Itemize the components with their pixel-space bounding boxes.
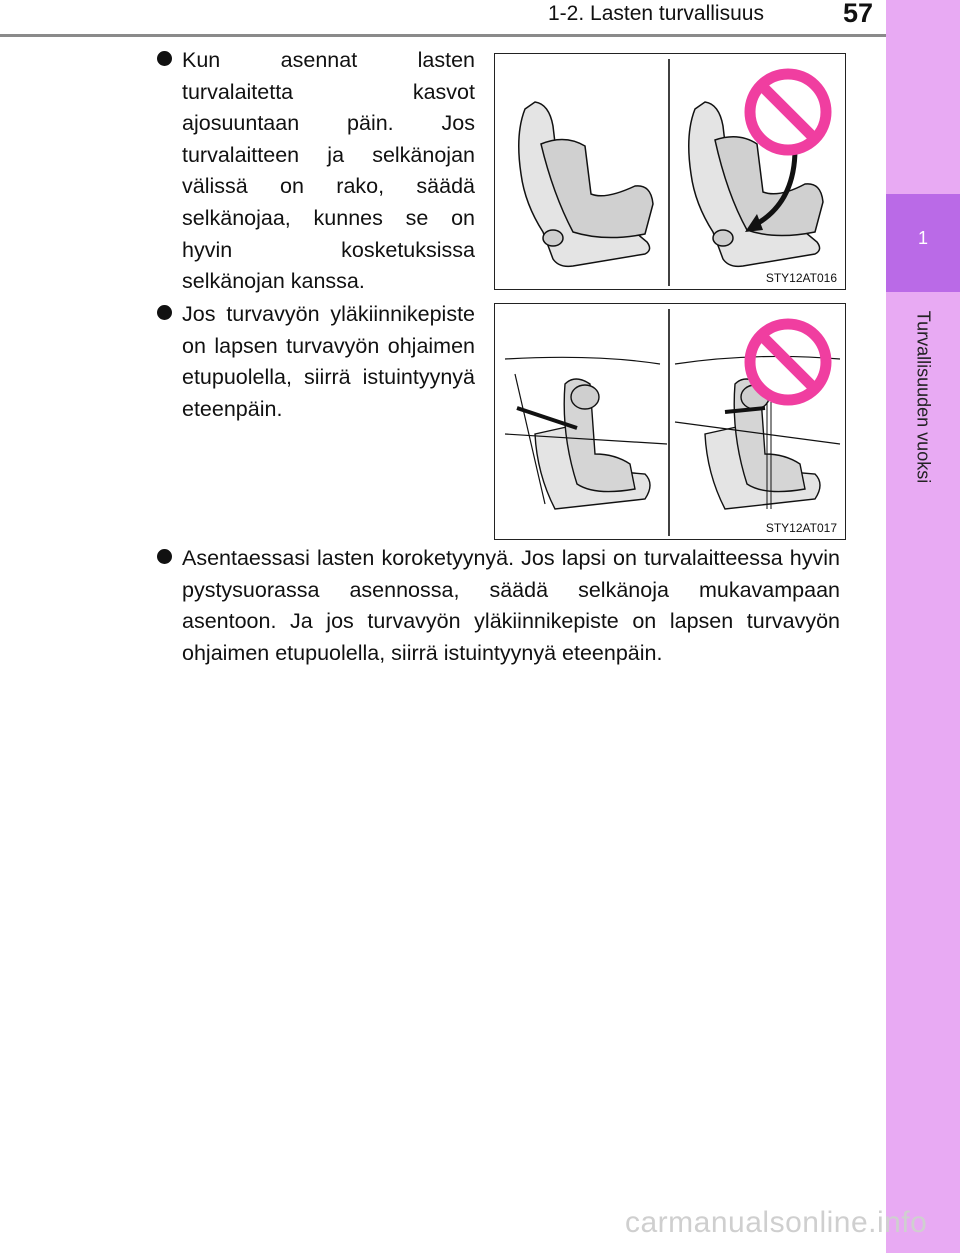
prohibited-icon	[750, 324, 826, 400]
chapter-number: 1	[917, 228, 928, 248]
page-number: 57	[843, 0, 874, 28]
bullet-item-2	[157, 299, 475, 425]
figure-seat-recline	[494, 53, 846, 290]
booster-seat-illustration	[535, 379, 650, 509]
bullet-dot	[157, 51, 172, 66]
bullet-item-1	[157, 45, 475, 298]
bullet-text-3: Asentaessasi lasten koroketyynyä. Jos lapsi on turvalaitteessa hyvin pystysuorassa asennossa, säädä selkänoja mukavampaan asentoon. Ja jos turvavyön yläkiinnikepiste on lapsen turvavyön ohjaimen etupuolella, siirrä istuintyynyä eteenpäin.	[182, 546, 840, 665]
bullet-item-3	[157, 543, 840, 669]
figure-code: STY12AT017	[765, 521, 837, 535]
watermark: carmanualsonline.info	[625, 1206, 928, 1239]
prohibited-icon	[750, 74, 826, 150]
chapter-label: Turvallisuuden vuoksi	[913, 310, 934, 484]
bullet-dot	[157, 549, 172, 564]
car-seat-illustration	[519, 102, 653, 266]
figure-code: STY12AT016	[765, 271, 837, 285]
bullet-dot	[157, 305, 172, 320]
figure-belt-guide	[494, 303, 846, 540]
header-title: 1-2. Lasten turvallisuus	[548, 2, 764, 25]
bullet-text-1: Kun asennat lasten turvalaitetta kasvot ajosuuntaan päin. Jos turvalaitteen ja selkänojan välissä on rako, säädä selkänojaa, kunnes se on hyvin kosketuksissa selkänojan kanssa.	[182, 48, 475, 294]
side-tab	[886, 0, 960, 1253]
header-rule	[0, 34, 886, 37]
bullet-text-2: Jos turvavyön yläkiinnikepiste on lapsen turvavyön ohjaimen etupuolella, siirrä istuintyynyä eteenpäin.	[182, 302, 475, 421]
